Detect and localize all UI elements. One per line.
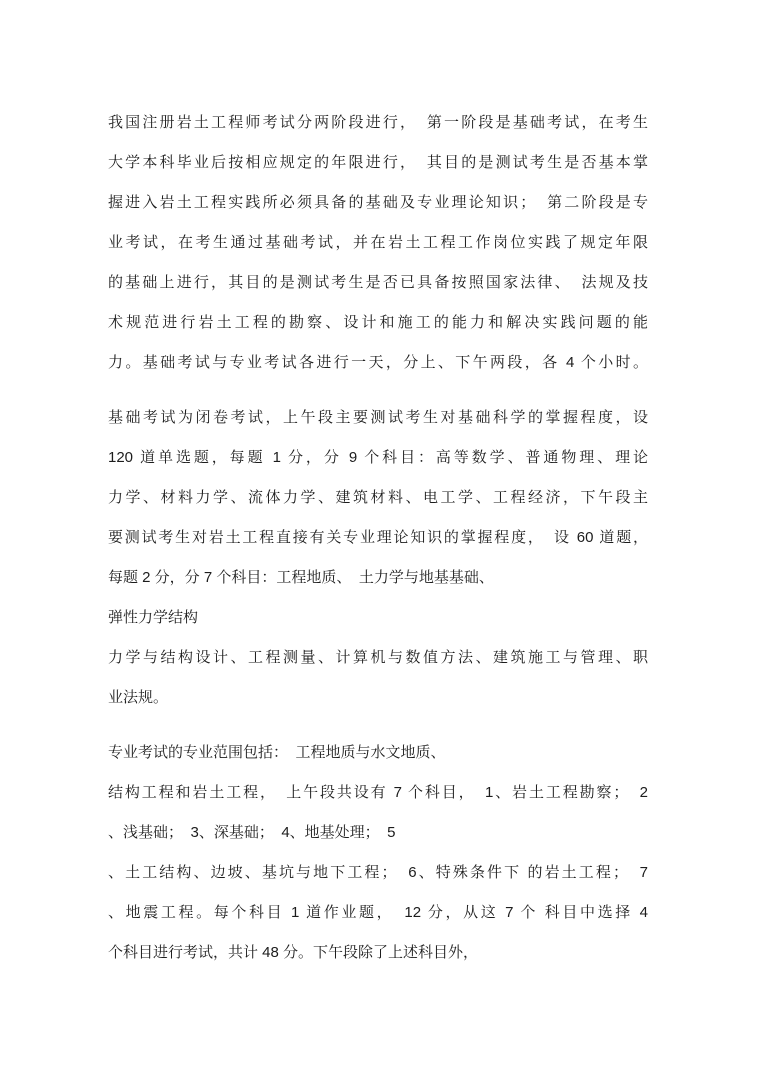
text-line: 业法规。 xyxy=(108,689,169,706)
text-line: 力。基础考试与专业考试各进行一天，分上、下午两段，各 4 个小时。 xyxy=(108,354,648,371)
text-line: 握进入岩土工程实践所必须具备的基础及专业理论知识； 第二阶段是专 xyxy=(108,194,648,211)
text-line: 专业考试的专业范围包括： 工程地质与水文地质、 xyxy=(108,744,446,761)
text-line: 120 道单选题，每题 1 分，分 9 个科目：高等数学、普通物理、理论 xyxy=(108,449,648,466)
text-line: 大学本科毕业后按相应规定的年限进行， 其目的是测试考生是否基本掌 xyxy=(108,154,648,171)
paragraph-basic-exam xyxy=(108,398,648,718)
text-line: 业考试，在考生通过基础考试，并在岩土工程工作岗位实践了规定年限 xyxy=(108,234,648,251)
text-line: 个科目进行考试，共计 48 分。下午段除了上述科目外， xyxy=(108,944,479,961)
text-line: 术规范进行岩土工程的勘察、设计和施工的能力和解决实践问题的能 xyxy=(108,314,648,331)
text-line: 结构工程和岩土工程， 上午段共设有 7 个科目， 1、岩土工程勘察； 2 xyxy=(108,784,648,801)
paragraph-exam-stages xyxy=(108,103,648,383)
paragraph-professional-exam xyxy=(108,733,648,973)
text-line: 力学与结构设计、工程测量、计算机与数值方法、建筑施工与管理、职 xyxy=(108,649,648,666)
text-line: 每题 2 分，分 7 个科目：工程地质、 土力学与地基基础、 xyxy=(108,569,494,586)
text-line: 要测试考生对岩土工程直接有关专业理论知识的掌握程度， 设 60 道题， xyxy=(108,529,648,546)
text-line: 、地震工程。每个科目 1 道作业题， 12 分，从这 7 个 科目中选择 4 xyxy=(108,904,648,921)
text-line: 、浅基础； 3、深基础； 4、地基处理； 5 xyxy=(108,824,396,841)
text-line: 弹性力学结构 xyxy=(108,609,199,626)
text-line: 我国注册岩土工程师考试分两阶段进行， 第一阶段是基础考试，在考生 xyxy=(108,114,648,131)
text-line: 、土工结构、边坡、基坑与地下工程； 6、特殊条件下 的岩土工程； 7 xyxy=(108,864,648,881)
document-content xyxy=(108,103,648,973)
text-line: 基础考试为闭卷考试，上午段主要测试考生对基础科学的掌握程度，设 xyxy=(108,409,648,426)
text-line: 的基础上进行，其目的是测试考生是否已具备按照国家法律、 法规及技 xyxy=(108,274,648,291)
text-line: 力学、材料力学、流体力学、建筑材料、电工学、工程经济，下午段主 xyxy=(108,489,648,506)
